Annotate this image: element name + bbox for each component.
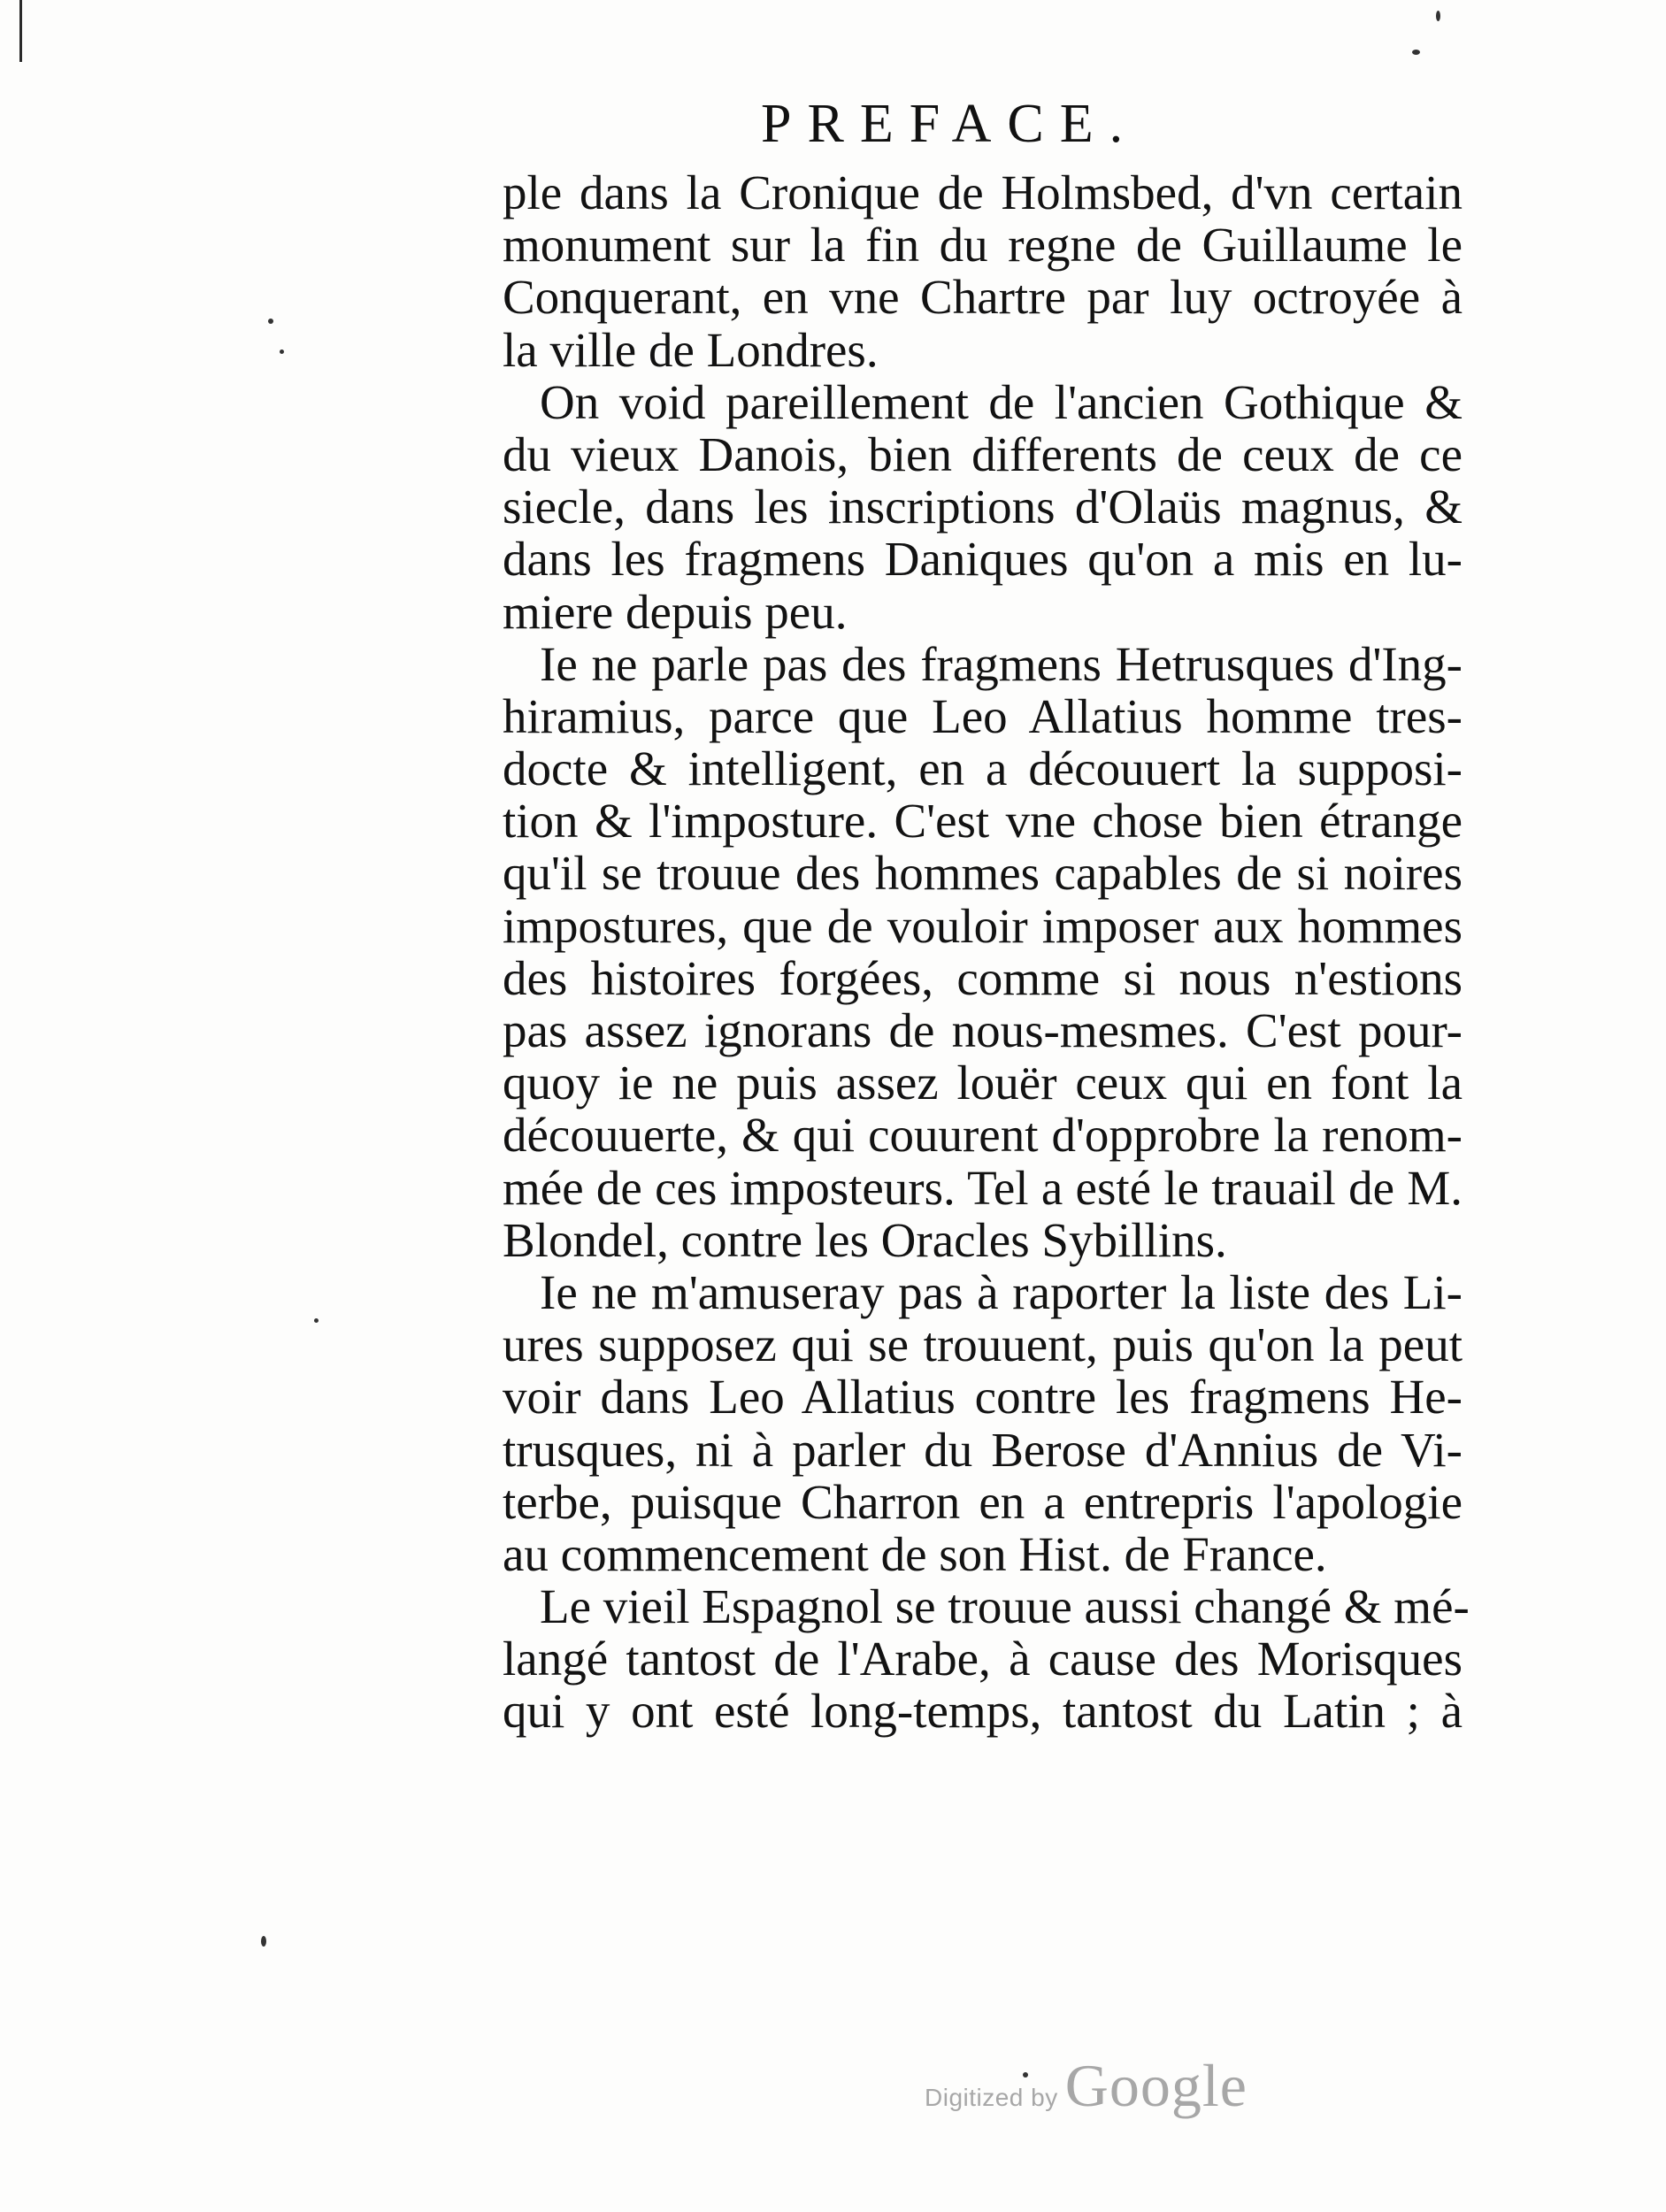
text-line: Le vieil Espagnol se trouue aussi changé & mé- (540, 1579, 1470, 1634)
text-line: au commencement de son Hist. de France. (503, 1526, 1327, 1581)
text-line: terbe, puisque Charron en a entrepris l'apologie (503, 1474, 1463, 1529)
paragraph (503, 376, 1463, 638)
text-line: découuerte, & qui couurent d'opprobre la renom- (503, 1108, 1463, 1163)
text-line: Ie ne m'amuseray pas à raporter la liste des Li- (540, 1264, 1463, 1319)
text-line: trusques, ni à parler du Berose d'Annius de Vi- (503, 1422, 1463, 1477)
watermark-prefix: Digitized by (925, 2084, 1058, 2111)
text-line: monument sur la fin du regne de Guillaume le (503, 218, 1463, 273)
text-line: qui y ont esté long-temps, tantost du Latin ; à (503, 1684, 1463, 1739)
text-line: langé tantost de l'Arabe, à cause des Morisques (503, 1632, 1463, 1686)
body-text (503, 165, 1470, 1739)
text-line: la ville de Londres. (503, 322, 879, 377)
digitization-watermark (925, 2051, 1278, 2131)
paragraph (503, 1579, 1470, 1739)
text-line: ple dans la Cronique de Holmsbed, d'vn certain (503, 165, 1463, 219)
text-line: Blondel, contre les Oracles Sybillins. (503, 1212, 1227, 1267)
text-line: Ie ne parle pas des fragmens Hetrusques d'Ing- (540, 636, 1463, 691)
running-title: PREFACE. (761, 94, 1140, 154)
text-line: impostures, que de vouloir imposer aux hommes (503, 898, 1463, 953)
text-line: dans les fragmens Daniques qu'on a mis en lu- (503, 532, 1463, 587)
text-line: ures supposez qui se trouuent, puis qu'on la peut (503, 1317, 1463, 1372)
ink-speck (268, 319, 273, 324)
text-line: pas assez ignorans de nous-mesmes. C'est pour- (503, 1003, 1463, 1057)
google-logo: Google (1064, 2052, 1248, 2119)
paragraph (503, 166, 1463, 376)
text-line: On void pareillement de l'ancien Gothique & (540, 374, 1463, 429)
text-line: Conquerant, en vne Chartre par luy octroyée à (503, 270, 1463, 325)
ink-speck (1436, 11, 1440, 21)
text-line: quoy ie ne puis assez louër ceux qui en font la (503, 1056, 1463, 1110)
ink-speck (280, 349, 284, 354)
page-edge-mark (19, 0, 22, 62)
text-line: miere depuis peu. (503, 584, 848, 639)
text-line: hiramius, parce que Leo Allatius homme tres- (503, 688, 1463, 743)
ink-speck (261, 1936, 266, 1947)
text-line: siecle, dans les inscriptions d'Olaüs magnus, & (503, 480, 1463, 534)
text-line: tion & l'imposture. C'est vne chose bien étrange (503, 794, 1463, 849)
paragraph (503, 638, 1463, 1266)
ink-speck (314, 1318, 319, 1323)
text-line: voir dans Leo Allatius contre les fragmens He- (503, 1370, 1463, 1425)
text-line: des histoires forgées, comme si nous n'estions (503, 950, 1463, 1005)
text-line: docte & intelligent, en a découuert la supposi- (503, 741, 1463, 796)
paragraph (503, 1266, 1463, 1580)
ink-speck (1412, 50, 1420, 55)
text-line: mée de ces imposteurs. Tel a esté le trauail de M. (503, 1160, 1463, 1215)
text-line: qu'il se trouue des hommes capables de si noires (503, 846, 1463, 901)
text-line: du vieux Danois, bien differents de ceux de ce (503, 426, 1463, 481)
